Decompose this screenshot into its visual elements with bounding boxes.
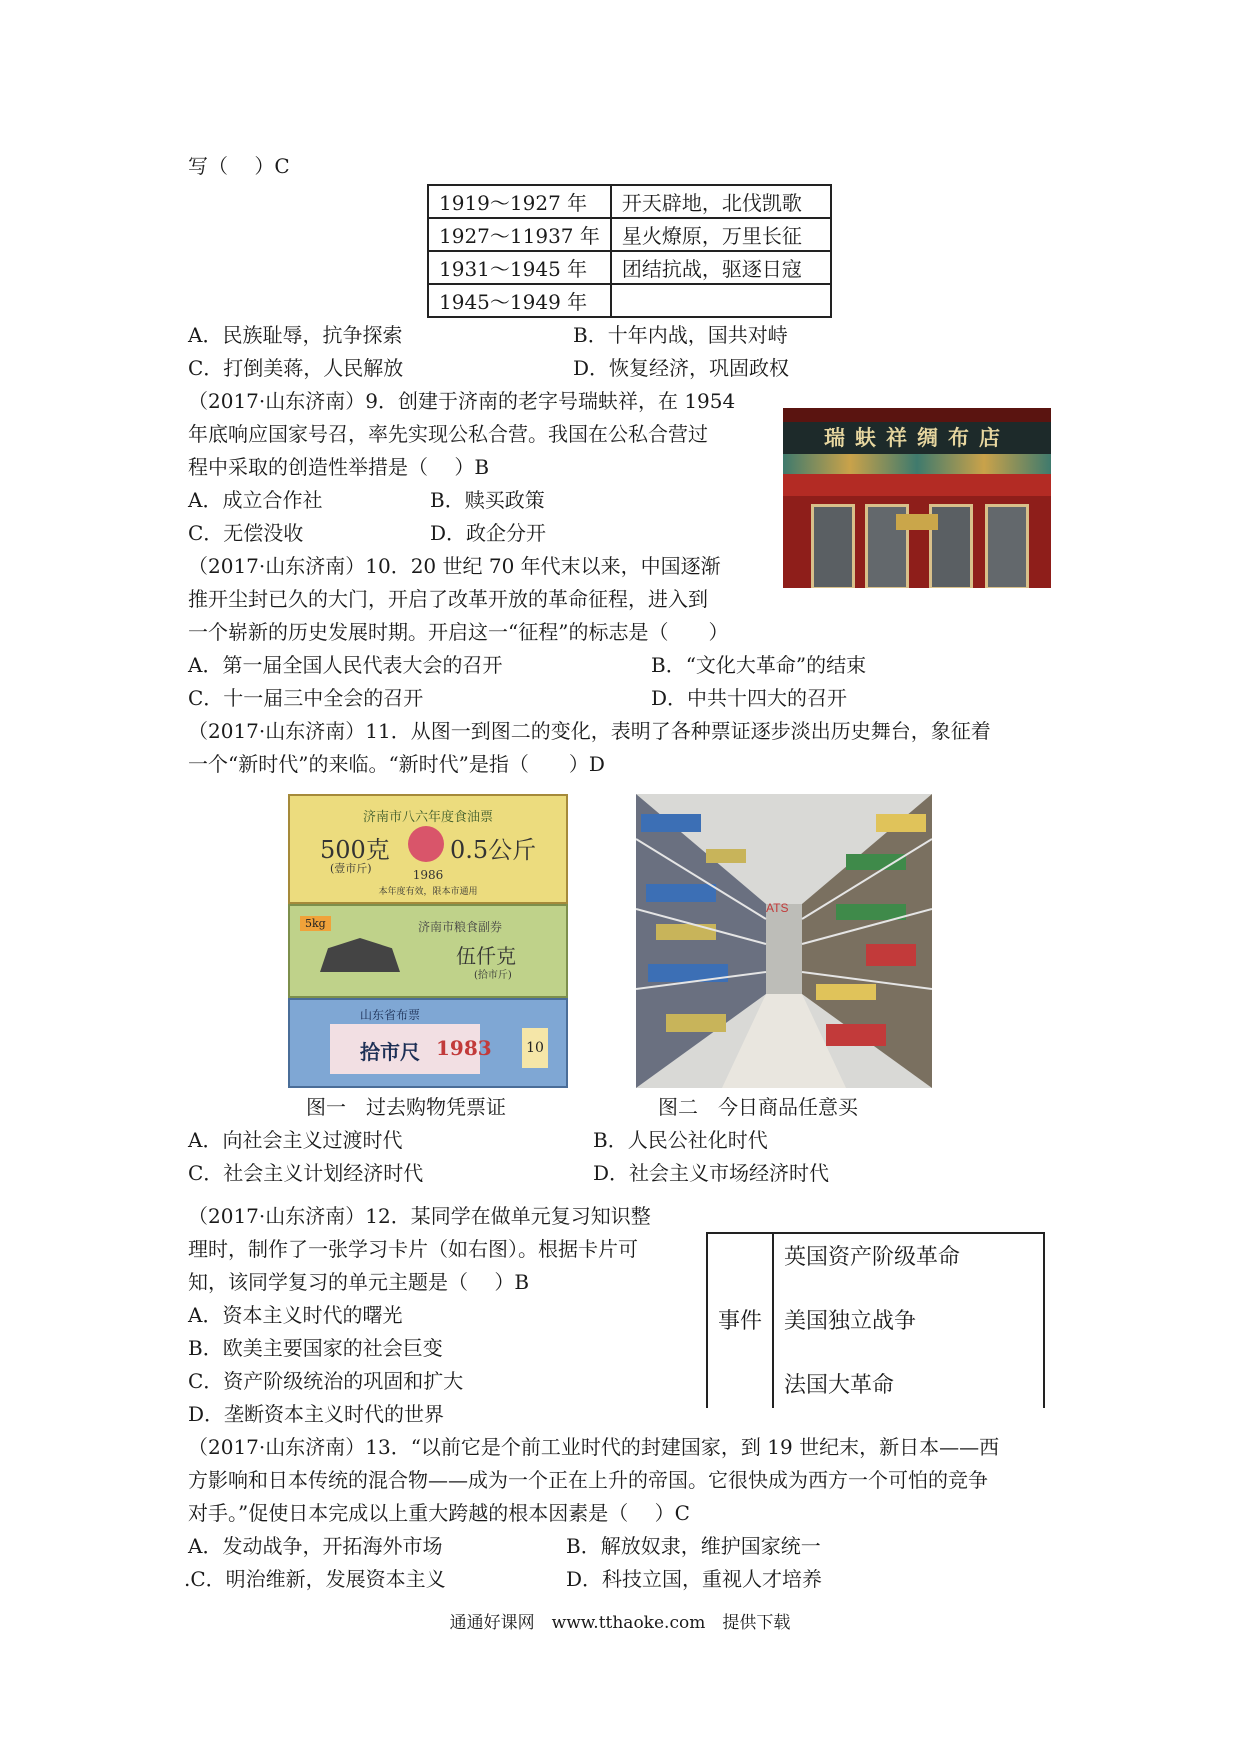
grain-ticket-badge: 5kg: [300, 916, 331, 931]
supermarket-photo: [636, 794, 932, 1088]
oil-ticket-left-sub: (壹市斤): [330, 862, 372, 875]
q10-option-a: A．第一届全国人民代表大会的召开: [188, 653, 503, 677]
q8-option-b: B．十年内战，国共对峙: [573, 323, 788, 347]
cloth-ticket: [288, 998, 568, 1088]
grain-ticket-title: 济南市粮食副券: [418, 920, 503, 934]
q10-stem-line-3: 一个崭新的历史发展时期。开启这一“征程”的标志是（ ）: [188, 620, 729, 644]
figure-1-caption: 图一 过去购物凭票证: [306, 1095, 506, 1119]
shop-sign: ATS: [766, 901, 789, 915]
table-cell-period: 1945～1949 年: [428, 284, 611, 317]
q8-option-a: A．民族耻辱，抗争探索: [188, 323, 403, 347]
q11-stem-line-2: 一个“新时代”的来临。“新时代”是指（ ）D: [188, 752, 605, 776]
ration-tickets-photo: [288, 794, 568, 1088]
figure-2-caption: 图二 今日商品任意买: [658, 1095, 858, 1119]
q13-option-b: B．解放奴隶，维护国家统一: [566, 1534, 821, 1558]
table-cell-period: 1919～1927 年: [428, 185, 611, 218]
cloth-ticket-year: 1983: [436, 1036, 492, 1060]
q9-stem-line-1: （2017·山东济南）9．创建于济南的老字号瑞蚨祥，在 1954: [188, 389, 736, 413]
q9-option-d: D．政企分开: [430, 521, 547, 545]
study-card-label: 事件: [718, 1308, 763, 1333]
q8-option-c: C．打倒美蒋，人民解放: [188, 356, 404, 380]
q10-option-b: B．“文化大革命”的结束: [651, 653, 867, 677]
q9-stem-line-3: 程中采取的创造性举措是（ ）B: [188, 455, 490, 479]
grain-ticket: [288, 904, 568, 998]
cloth-ticket-title: 山东省布票: [360, 1008, 421, 1022]
oil-ticket-right: 0.5公斤: [450, 836, 537, 864]
cloth-ticket-value: 拾市尺: [360, 1040, 420, 1064]
table-cell-period: 1927～11937 年: [428, 218, 611, 251]
table-cell-theme: 团结抗战，驱逐日寇: [611, 251, 831, 284]
table-cell-theme: 星火燎原，万里长征: [611, 218, 831, 251]
page-footer: 通通好课网 www.tthaoke.com 提供下载: [449, 1613, 791, 1633]
study-card-item: 美国独立战争: [784, 1308, 917, 1333]
q10-stem-line-1: （2017·山东济南）10．20 世纪 70 年代末以来，中国逐渐: [188, 554, 721, 578]
oil-ticket-year: 1986: [412, 868, 444, 882]
q13-option-a: A．发动战争，开拓海外市场: [188, 1534, 443, 1558]
q12-stem-line-3: 知，该同学复习的单元主题是（ ）B: [188, 1270, 530, 1294]
table-cell-theme: 开天辟地，北伐凯歌: [611, 185, 831, 218]
cloth-ticket-number: 10: [522, 1028, 548, 1068]
oil-ticket-title: 济南市八六年度食油票: [362, 810, 493, 825]
table-row: [428, 284, 831, 317]
q11-option-b: B．人民公社化时代: [593, 1128, 768, 1152]
q12-stem-line-1: （2017·山东济南）12．某同学在做单元复习知识整: [188, 1204, 651, 1228]
seal-icon: [408, 826, 444, 862]
q8-option-d: D．恢复经济，巩固政权: [573, 356, 790, 380]
q8-period-table: [427, 184, 832, 318]
store-front-photo: [783, 408, 1051, 588]
q11-option-c: C．社会主义计划经济时代: [188, 1161, 424, 1185]
q12-option-d: D．垄断资本主义时代的世界: [188, 1402, 445, 1426]
supermarket-aisle: [636, 794, 932, 1088]
q9-option-a: A．成立合作社: [188, 488, 323, 512]
table-cell-period: 1931～1945 年: [428, 251, 611, 284]
q13-stem-line-3: 对手。”促使日本完成以上重大跨越的根本因素是（ ）C: [188, 1501, 690, 1525]
q13-stem-line-2: 方影响和日本传统的混合物——成为一个正在上升的帝国。它很快成为西方一个可怕的竞争: [188, 1468, 988, 1492]
q12-option-c: C．资产阶级统治的巩固和扩大: [188, 1369, 464, 1393]
study-card-item: 英国资产阶级革命: [784, 1244, 961, 1269]
table-row: [428, 185, 831, 218]
study-card-item: 法国大革命: [784, 1372, 895, 1397]
q11-option-a: A．向社会主义过渡时代: [188, 1128, 403, 1152]
q10-stem-line-2: 推开尘封已久的大门，开启了改革开放的革命征程，进入到: [188, 587, 708, 611]
q10-option-d: D．中共十四大的召开: [651, 686, 848, 710]
q13-option-d: D．科技立国，重视人才培养: [566, 1567, 823, 1591]
grain-ticket-value: 伍仟克: [456, 944, 516, 968]
oil-ticket-left: 500克: [320, 836, 390, 864]
q11-option-d: D．社会主义市场经济时代: [593, 1161, 830, 1185]
q9-stem-line-2: 年底响应国家号召，率先实现公私合营。我国在公私合营过: [188, 422, 708, 446]
q12-option-a: A．资本主义时代的曙光: [188, 1303, 403, 1327]
q12-option-b: B．欧美主要国家的社会巨变: [188, 1336, 443, 1360]
q13-option-c: .C．明治维新，发展资本主义: [184, 1567, 446, 1591]
grain-ticket-sub: (拾市斤): [474, 970, 512, 981]
q12-stem-line-2: 理时，制作了一张学习卡片（如右图）。根据卡片可: [188, 1237, 638, 1261]
q8-stem-end: 写（ ）C: [188, 154, 290, 178]
table-row: [428, 218, 831, 251]
store-sign: 瑞蚨祥绸布店: [783, 422, 1051, 454]
q10-option-c: C．十一届三中全会的召开: [188, 686, 424, 710]
gate-icon: [320, 938, 400, 972]
q13-stem-line-1: （2017·山东济南）13．“以前它是个前工业时代的封建国家，到 19 世纪末，新日本——西: [188, 1435, 1000, 1459]
q9-option-c: C．无偿没收: [188, 521, 304, 545]
table-row: [428, 251, 831, 284]
study-card: [706, 1232, 1045, 1408]
q11-stem-line-1: （2017·山东济南）11．从图一到图二的变化，表明了各种票证逐步淡出历史舞台，象征着: [188, 719, 991, 743]
oil-ticket-note: 本年度有效，限本市通用: [378, 887, 478, 897]
table-cell-theme: [611, 284, 831, 317]
oil-ticket: [288, 794, 568, 904]
q9-option-b: B．赎买政策: [430, 488, 545, 512]
